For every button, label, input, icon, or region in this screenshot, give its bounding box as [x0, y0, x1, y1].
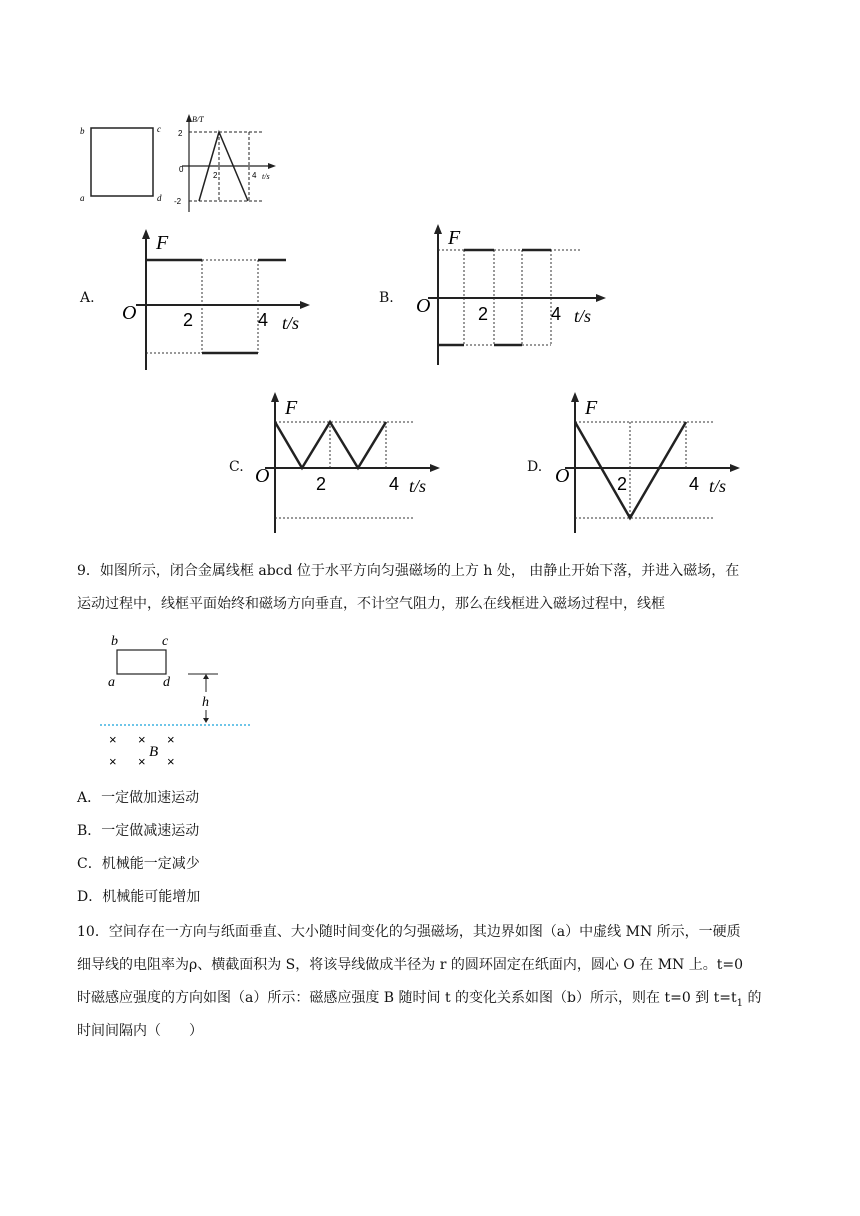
svg-text:×: ×: [109, 754, 117, 769]
label-b: b: [80, 126, 85, 136]
option-d-t-label: t/s: [709, 476, 727, 496]
q9-label-d: d: [163, 675, 170, 690]
q10-line-3: 时磁感应强度的方向如图（a）所示：磁感应强度 B 随时间 t 的变化关系如图（b）所示，则在 t=0 到 $t=t_1$ 的: [77, 990, 762, 1009]
graph-x-2: 2: [213, 171, 218, 180]
q9-label-b: b: [111, 634, 118, 649]
option-d-tick-4: 4: [689, 474, 700, 494]
option-d-origin: O: [555, 465, 570, 487]
option-c-t-label: t/s: [409, 476, 427, 496]
option-b-origin: O: [416, 295, 431, 317]
q9-label-h: h: [202, 695, 209, 710]
svg-text:×: ×: [138, 732, 146, 747]
option-b-tick-2: 2: [478, 304, 489, 324]
option-d-tick-2: 2: [617, 474, 628, 494]
graph-xlabel: t/s: [262, 172, 270, 181]
option-b-f-label: F: [448, 227, 461, 249]
q9-label-c: c: [162, 634, 169, 649]
option-c-graph: [253, 388, 448, 536]
q9-choice-c[interactable]: C．机械能一定减少: [77, 856, 200, 872]
option-a-tick-2: 2: [183, 310, 194, 330]
option-b-key: B.: [379, 290, 394, 306]
svg-text:×: ×: [138, 754, 146, 769]
option-d-key: D.: [527, 459, 543, 475]
svg-text:×: ×: [109, 732, 117, 747]
option-d-f-label: F: [585, 397, 598, 419]
graph-y-neg: -2: [174, 197, 182, 206]
option-c-f-label: F: [285, 397, 298, 419]
label-c: c: [157, 124, 161, 134]
option-a-key: A.: [80, 290, 95, 306]
q10-line-4: 时间间隔内（ ）: [77, 1023, 203, 1039]
q9-line-2: 运动过程中，线框平面始终和磁场方向垂直，不计空气阻力，那么在线框进入磁场过程中，线框: [77, 596, 665, 612]
label-a: a: [80, 193, 85, 203]
q10-line-1: 10．空间存在一方向与纸面垂直、大小随时间变化的匀强磁场，其边界如图（a）中虚线 MN 所示，一硬质: [77, 924, 741, 940]
svg-text:×: ×: [167, 732, 175, 747]
option-a-graph: [118, 225, 313, 373]
q9-choice-d[interactable]: D．机械能可能增加: [77, 889, 201, 905]
graph-x-4: 4: [252, 171, 257, 180]
option-b-graph: [414, 220, 609, 368]
top-figure: [70, 100, 300, 215]
option-b-t-label: t/s: [574, 306, 592, 326]
option-d-graph: [553, 388, 748, 536]
option-b-tick-4: 4: [551, 304, 562, 324]
option-c-origin: O: [255, 465, 270, 487]
loop-square: [91, 128, 153, 196]
option-c-tick-2: 2: [316, 474, 327, 494]
option-c-tick-4: 4: [389, 474, 400, 494]
graph-y-pos: 2: [178, 129, 183, 138]
q9-label-B: B: [149, 744, 159, 760]
option-a-f-label: F: [156, 232, 169, 254]
q9-loop: [117, 650, 166, 674]
q9-label-a: a: [108, 675, 115, 690]
svg-text:×: ×: [167, 754, 175, 769]
option-a-t-label: t/s: [282, 313, 300, 333]
q9-choice-b[interactable]: B．一定做减速运动: [77, 823, 200, 839]
q9-figure: [100, 628, 260, 778]
graph-origin: 0: [179, 165, 184, 174]
option-a-tick-4: 4: [258, 310, 269, 330]
graph-ylabel: B/T: [192, 115, 204, 124]
q10-line-2: 细导线的电阻率为ρ、横截面积为 S，将该导线做成半径为 r 的圆环固定在纸面内，圆心 O 在 MN 上。t=0: [77, 957, 743, 973]
option-c-key: C.: [229, 459, 244, 475]
q9-line-1: 9．如图所示，闭合金属线框 abcd 位于水平方向匀强磁场的上方 h 处， 由静止开始下落，并进入磁场，在: [77, 563, 740, 579]
q9-choice-a[interactable]: A．一定做加速运动: [77, 790, 200, 806]
label-d: d: [157, 193, 162, 203]
option-a-origin: O: [122, 302, 137, 324]
